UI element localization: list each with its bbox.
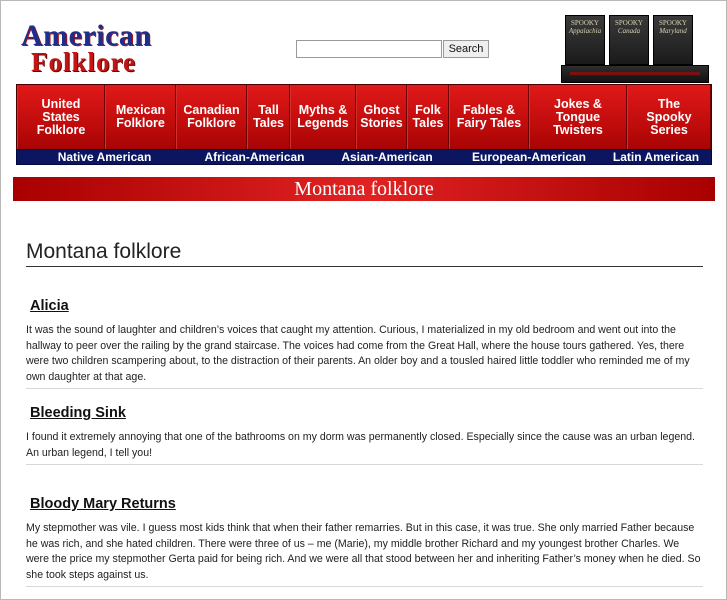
book-title: Maryland [659,27,687,35]
subnav-european-american[interactable]: European-American [471,150,587,164]
page-title: Montana folklore [26,239,703,267]
book-brand: SPOOKY [570,19,599,27]
nav-mexican-folklore[interactable]: Mexican Folklore [105,85,176,149]
book-cover [653,15,693,65]
story-item [26,297,703,389]
search-button[interactable]: Search [443,40,489,58]
main-nav [16,84,712,150]
story-title-link[interactable]: Bloody Mary Returns [30,496,176,512]
book-stack [561,65,709,83]
book-brand: SPOOKY [614,19,643,27]
book-cover [565,15,605,65]
story-excerpt: My stepmother was vile. I guess most kids think that when their father remarries. But in this case, it was true. She only married Father because he was rich, and she hated children. There were three of us – me (Marie), my middle brother Richard and my youngest brother Charles. We were the price my stepmother Gerta paid for being rich. And we were all that stood between her and inheriting Father’s money when he died. So she took steps against us. [26,521,703,587]
book-cover [609,15,649,65]
subnav-latin-american[interactable]: Latin American [612,150,700,164]
subnav-native-american[interactable]: Native American [57,150,152,164]
nav-tall-tales[interactable]: Tall Tales [247,85,290,149]
logo-line-folklore: Folklore [31,47,136,77]
sub-nav [16,149,712,165]
nav-spooky-series[interactable]: The Spooky Series [627,85,711,149]
site-logo[interactable] [17,19,167,81]
nav-united-states-folklore[interactable]: United States Folklore [17,85,105,149]
spooky-books-image[interactable] [559,15,711,83]
story-title-link[interactable]: Bleeding Sink [30,405,126,421]
logo-line-american: American [21,19,152,52]
subnav-asian-american[interactable]: Asian-American [341,150,433,164]
story-excerpt: I found it extremely annoying that one of the bathrooms on my dorm was permanently closed. Especially since the cause was an urban legend. An urban legend, I tell you! [26,430,703,465]
story-item [26,495,703,587]
story-title-link[interactable]: Alicia [30,298,69,314]
story-item [26,404,703,465]
nav-jokes-tongue-twisters[interactable]: Jokes & Tongue Twisters [529,85,627,149]
nav-folk-tales[interactable]: Folk Tales [407,85,449,149]
book-brand: SPOOKY [658,19,687,27]
nav-myths-legends[interactable]: Myths & Legends [290,85,356,149]
nav-ghost-stories[interactable]: Ghost Stories [356,85,407,149]
nav-canadian-folklore[interactable]: Canadian Folklore [176,85,247,149]
nav-fables-fairy-tales[interactable]: Fables & Fairy Tales [449,85,529,149]
book-title: Canada [617,27,641,35]
book-title: Appalachia [568,27,602,35]
subnav-african-american[interactable]: African-American [204,150,305,164]
section-banner: Montana folklore [13,177,715,201]
story-excerpt: It was the sound of laughter and children’s voices that caught my attention. Curious, I materialized in my old bedroom and went out into the hallway to peer over the railing by the grand staircase. The voices had come from the Great Hall, where the house tours gathered. Yes, there were two children scampering about, to the distraction of their parents. An older boy and a tousled haired little toddler who reminded me of my own daughter at that age. [26,323,703,389]
search-input[interactable] [296,40,442,58]
